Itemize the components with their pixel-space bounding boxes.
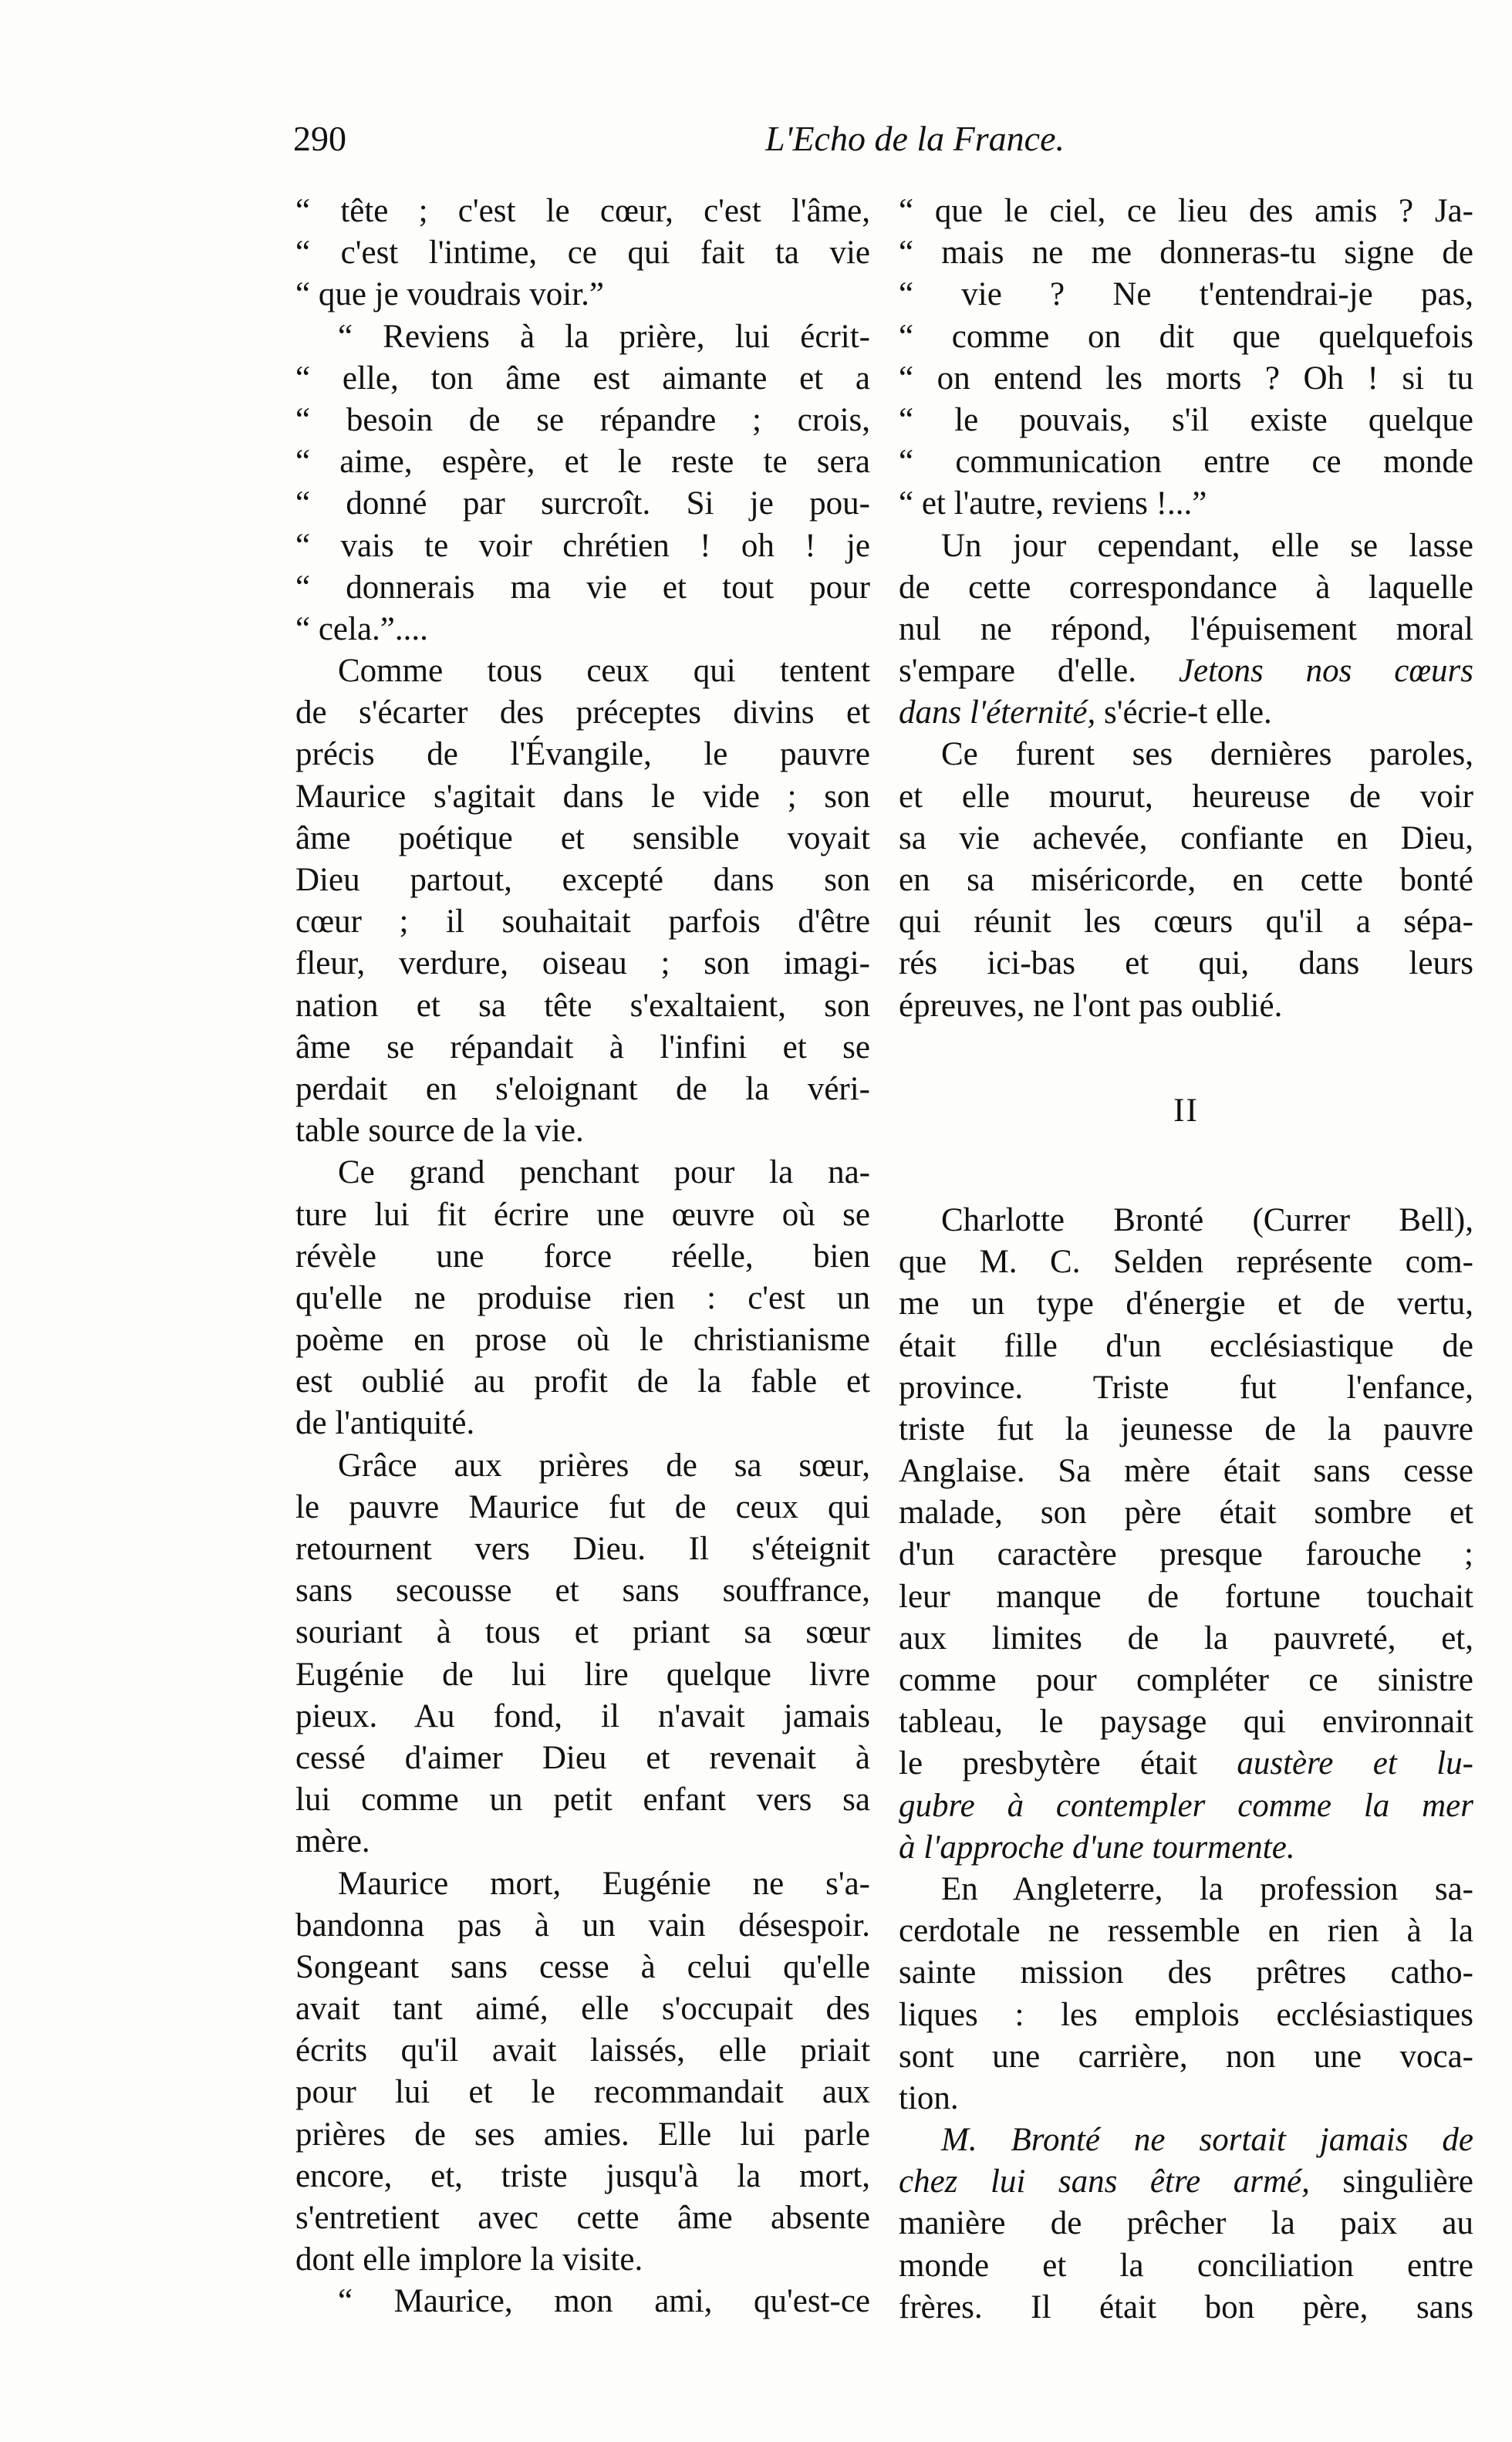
text-line: “ mais ne me donneras-tu signe de: [899, 235, 1473, 272]
text-line: encore, et, triste jusqu'à la mort,: [295, 2157, 870, 2194]
text-line: “ Maurice, mon ami, qu'est-ce: [338, 2283, 870, 2320]
text-line: “ aime, espère, et le reste te sera: [295, 444, 870, 481]
text-line: tion.: [899, 2079, 959, 2116]
text-fragment: s'empare d'elle.: [899, 653, 1136, 690]
text-line: prières de ses amies. Elle lui parle: [295, 2116, 870, 2153]
text-line: pieux. Au fond, il n'avait jamais: [295, 1697, 870, 1734]
text-line: Maurice mort, Eugénie ne s'a-: [338, 1865, 870, 1902]
text-line: qui réunit les cœurs qu'il a sépa-: [899, 904, 1473, 941]
text-line: [899, 2161, 1473, 2203]
text-fragment: s'écrie-t elle.: [1103, 694, 1272, 731]
text-line: comme pour compléter ce sinistre: [899, 1662, 1473, 1698]
text-line: épreuves, ne l'ont pas oublié.: [899, 987, 1283, 1024]
text-fragment: singulière: [1342, 2163, 1473, 2201]
text-line: leur manque de fortune touchait: [899, 1578, 1473, 1615]
text-line: s'entretient avec cette âme absente: [295, 2200, 870, 2236]
text-line: Songeant sans cesse à celui qu'elle: [295, 1948, 870, 1985]
text-line: d'un caractère presque farouche ;: [899, 1536, 1473, 1573]
text-line: En Angleterre, la profession sa-: [941, 1870, 1473, 1907]
left-column: [295, 191, 870, 2323]
text-line: écrits qu'il avait laissés, elle priait: [295, 2032, 870, 2069]
text-line: “ que je voudrais voir.”: [295, 276, 605, 313]
text-line: “ communication entre ce monde: [899, 444, 1473, 481]
page-number: 290: [293, 119, 346, 158]
right-column: [899, 191, 1473, 2329]
text-line: monde et la conciliation entre: [899, 2247, 1473, 2284]
text-line: frères. Il était bon père, sans: [899, 2288, 1473, 2325]
text-line: “ Reviens à la prière, lui écrit-: [338, 318, 870, 355]
text-line: gubre à contempler comme la mer: [899, 1787, 1473, 1824]
text-line: [899, 650, 1473, 692]
text-line: “ elle, ton âme est aimante et a: [295, 360, 870, 397]
text-line: province. Triste fut l'enfance,: [899, 1369, 1473, 1406]
text-line: et elle mourut, heureuse de voir: [899, 778, 1473, 815]
text-line: manière de prêcher la paix au: [899, 2205, 1473, 2242]
text-line: “ besoin de se répandre ; crois,: [295, 401, 870, 438]
text-line: “ tête ; c'est le cœur, c'est l'âme,: [295, 193, 870, 229]
text-line: malade, son père était sombre et: [899, 1495, 1473, 1532]
italic-quote: Jetons nos cœurs: [1178, 653, 1473, 690]
text-line: “ donnerais ma vie et tout pour: [295, 569, 870, 606]
text-line: perdait en s'eloignant de la véri-: [295, 1070, 870, 1107]
text-line: nul ne répond, l'épuisement moral: [899, 610, 1473, 647]
italic-quote: chez lui sans être armé,: [899, 2163, 1310, 2201]
text-line: en sa miséricorde, en cette bonté: [899, 862, 1473, 898]
text-line: âme poétique et sensible voyait: [295, 819, 870, 856]
text-line: aux limites de la pauvreté, et,: [899, 1620, 1473, 1657]
text-line: de s'écarter des préceptes divins et: [295, 694, 870, 731]
text-line: “ le pouvais, s'il existe quelque: [899, 401, 1473, 438]
text-line: le pauvre Maurice fut de ceux qui: [295, 1488, 870, 1525]
text-line: révèle une force réelle, bien: [295, 1238, 870, 1275]
text-line: “ c'est l'intime, ce qui fait ta vie: [295, 235, 870, 272]
text-line: retournent vers Dieu. Il s'éteignit: [295, 1531, 870, 1567]
text-line: Ce grand penchant pour la na-: [338, 1154, 870, 1191]
running-head: [293, 116, 1065, 170]
text-line: de l'antiquité.: [295, 1405, 475, 1442]
journal-title: L'Echo de la France.: [765, 119, 1065, 158]
text-line: fleur, verdure, oiseau ; son imagi-: [295, 945, 870, 982]
text-line: sans secousse et sans souffrance,: [295, 1572, 870, 1609]
text-line: tableau, le paysage qui environnait: [899, 1704, 1473, 1741]
text-line: Comme tous ceux qui tentent: [338, 653, 870, 690]
text-line: Eugénie de lui lire quelque livre: [295, 1656, 870, 1693]
text-line: table source de la vie.: [295, 1113, 584, 1150]
text-line: âme se répandait à l'infini et se: [295, 1028, 870, 1066]
text-line: dont elle implore la visite.: [295, 2241, 643, 2278]
text-line: “ comme on dit que quelquefois: [899, 318, 1473, 355]
text-line: que M. C. Selden représente com-: [899, 1244, 1473, 1281]
text-line: [899, 692, 1473, 734]
text-line: ture lui fit écrire une œuvre où se: [295, 1196, 870, 1233]
text-line: avait tant aimé, elle s'occupait des: [295, 1991, 870, 2028]
text-line: “ vais te voir chrétien ! oh ! je: [295, 527, 870, 564]
text-line: sainte mission des prêtres catho-: [899, 1954, 1473, 1991]
italic-quote: dans l'éternité,: [899, 694, 1096, 731]
text-line: est oublié au profit de la fable et: [295, 1363, 870, 1400]
text-line: liques : les emplois ecclésiastiques: [899, 1996, 1473, 2033]
text-line: cœur ; il souhaitait parfois d'être: [295, 904, 870, 941]
text-line: Ce furent ses dernières paroles,: [941, 736, 1473, 773]
text-line: “ donné par surcroît. Si je pou-: [295, 485, 870, 522]
text-line: me un type d'énergie et de vertu,: [899, 1285, 1473, 1322]
section-heading: II: [1173, 1092, 1199, 1129]
text-line: bandonna pas à un vain désespoir.: [295, 1907, 870, 1944]
text-line: nation et sa tête s'exaltaient, son: [295, 987, 870, 1024]
text-line: pour lui et le recommandait aux: [295, 2074, 870, 2111]
text-line: de cette correspondance à laquelle: [899, 569, 1473, 606]
italic-quote: austère et lu-: [1237, 1745, 1473, 1782]
text-line: sont une carrière, non une voca-: [899, 2038, 1473, 2075]
text-line: “ on entend les morts ? Oh ! si tu: [899, 360, 1473, 397]
text-line: sa vie achevée, confiante en Dieu,: [899, 819, 1473, 856]
text-line: lui comme un petit enfant vers sa: [295, 1782, 870, 1819]
text-line: [899, 1743, 1473, 1785]
text-line: Anglaise. Sa mère était sans cesse: [899, 1453, 1473, 1490]
text-line: Un jour cependant, elle se lasse: [941, 527, 1473, 564]
text-line: qu'elle ne produise rien : c'est un: [295, 1279, 870, 1316]
text-line: mère.: [295, 1823, 370, 1860]
text-line: triste fut la jeunesse de la pauvre: [899, 1410, 1473, 1447]
text-line: rés ici-bas et qui, dans leurs: [899, 945, 1473, 982]
text-line: “ vie ? Ne t'entendrai-je pas,: [899, 276, 1473, 313]
text-line: poème en prose où le christianisme: [295, 1322, 870, 1359]
text-line: souriant à tous et priant sa sœur: [295, 1614, 870, 1651]
text-line: Dieu partout, excepté dans son: [295, 862, 870, 898]
text-line: précis de l'Évangile, le pauvre: [295, 736, 870, 773]
text-line: à l'approche d'une tourmente.: [899, 1829, 1295, 1866]
text-line: était fille d'un ecclésiastique de: [899, 1327, 1473, 1364]
text-line: cessé d'aimer Dieu et revenait à: [295, 1739, 870, 1776]
text-line: Charlotte Bronté (Currer Bell),: [941, 1201, 1473, 1238]
text-fragment: le presbytère était: [899, 1745, 1197, 1782]
text-line: M. Bronté ne sortait jamais de: [941, 2122, 1473, 2159]
text-line: “ cela.”....: [295, 610, 428, 647]
text-line: Maurice s'agitait dans le vide ; son: [295, 778, 870, 815]
text-line: “ que le ciel, ce lieu des amis ? Ja-: [899, 193, 1473, 229]
text-line: “ et l'autre, reviens !...”: [899, 485, 1207, 522]
text-line: Grâce aux prières de sa sœur,: [338, 1447, 870, 1484]
text-line: cerdotale ne ressemble en rien à la: [899, 1913, 1473, 1950]
